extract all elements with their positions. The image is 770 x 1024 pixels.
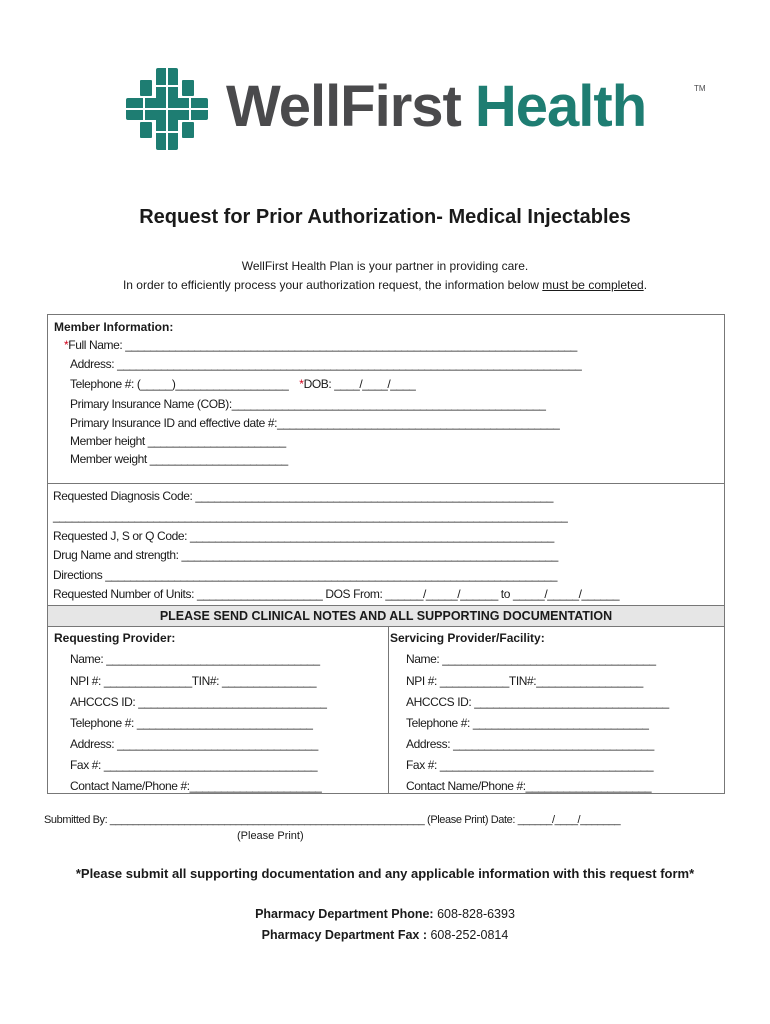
units-dos-field[interactable]: Requested Number of Units: ____________________ DOS From: ______/_____/______ to _____/_____/______ bbox=[53, 587, 620, 601]
pharmacy-phone-label: Pharmacy Department Phone: bbox=[255, 907, 434, 921]
band-bottom-divider bbox=[48, 626, 724, 627]
servicing-address-field[interactable]: Address: ________________________________ bbox=[406, 737, 654, 751]
requesting-ahcccs-field[interactable]: AHCCCS ID: ______________________________ bbox=[70, 695, 327, 709]
member-full-name-field[interactable] bbox=[64, 337, 577, 353]
logo-wordmark bbox=[226, 72, 646, 142]
page-title: Request for Prior Authorization- Medical Injectables bbox=[139, 206, 631, 228]
requesting-fax-field[interactable]: Fax #: __________________________________ bbox=[70, 758, 318, 772]
member-address-field[interactable]: Address: __________________________________________________________________________ bbox=[70, 357, 582, 371]
please-print-note: (Please Print) bbox=[237, 830, 304, 842]
servicing-name-field[interactable]: Name: __________________________________ bbox=[406, 652, 656, 666]
intro-line-2-suffix: . bbox=[643, 278, 648, 292]
supporting-docs-note: *Please submit all supporting documentation and any applicable information with this request form* bbox=[75, 866, 695, 881]
requesting-telephone-field[interactable]: Telephone #: ____________________________ bbox=[70, 716, 313, 730]
submitted-by-field[interactable]: Submitted By: _______________________________________________________ (Please Print) Date: ______/____/_______ bbox=[44, 814, 621, 826]
member-height-field[interactable]: Member height ______________________ bbox=[70, 434, 286, 448]
trademark-symbol: TM bbox=[694, 84, 706, 93]
pharmacy-phone bbox=[0, 907, 770, 921]
servicing-provider-heading: Servicing Provider/Facility: bbox=[390, 631, 545, 645]
member-full-name-label: Full Name: ________________________________________________________________________ bbox=[68, 338, 577, 352]
drug-name-field[interactable]: Drug Name and strength: ____________________________________________________________ bbox=[53, 548, 558, 562]
member-dob-label: DOB: ____/____/____ bbox=[303, 377, 416, 391]
intro-line-2-prefix: In order to efficiently process your authorization request, the information below bbox=[122, 278, 543, 292]
servicing-npi-field[interactable]: NPI #: ___________TIN#:_________________ bbox=[406, 674, 643, 688]
directions-field[interactable]: Directions ________________________________________________________________________ bbox=[53, 568, 557, 582]
intro-must-be-completed: must be completed bbox=[542, 278, 644, 292]
pharmacy-fax-value: 608-252-0814 bbox=[427, 928, 509, 942]
servicing-ahcccs-field[interactable]: AHCCCS ID: _______________________________ bbox=[406, 695, 669, 709]
pharmacy-phone-value[interactable]: 608-828-6393 bbox=[433, 907, 515, 921]
requesting-contact-field[interactable]: Contact Name/Phone #:_____________________ bbox=[70, 779, 322, 793]
insurance-id-field[interactable]: Primary Insurance ID and effective date #:_____________________________________________ bbox=[70, 416, 560, 430]
diagnosis-code-continued-field[interactable]: __________________________________________________________________________________ bbox=[53, 509, 568, 523]
member-info-heading: Member Information: bbox=[54, 320, 174, 334]
requesting-name-field[interactable]: Name: __________________________________ bbox=[70, 652, 320, 666]
servicing-fax-field[interactable]: Fax #: __________________________________ bbox=[406, 758, 654, 772]
requesting-provider-heading: Requesting Provider: bbox=[54, 631, 176, 645]
wellfirst-logo-mark-icon bbox=[126, 68, 208, 150]
intro-line-1: WellFirst Health Plan is your partner in providing care. bbox=[241, 259, 529, 273]
requesting-npi-field[interactable]: NPI #: ______________TIN#: _______________ bbox=[70, 674, 317, 688]
member-dob-field[interactable] bbox=[299, 377, 415, 391]
pharmacy-fax-label: Pharmacy Department Fax : bbox=[261, 928, 427, 942]
section-divider bbox=[48, 483, 724, 484]
required-asterisk: * bbox=[64, 338, 69, 352]
intro-line-2 bbox=[0, 278, 770, 292]
pharmacy-fax bbox=[0, 928, 770, 942]
requesting-address-field[interactable]: Address: ________________________________ bbox=[70, 737, 318, 751]
authorization-form bbox=[47, 314, 725, 794]
member-telephone-field[interactable] bbox=[70, 376, 415, 392]
required-asterisk-dob: * bbox=[299, 377, 304, 391]
servicing-contact-field[interactable]: Contact Name/Phone #:____________________ bbox=[406, 779, 652, 793]
logo-wordmark-health: Health bbox=[474, 74, 647, 139]
logo-wordmark-wellfirst: WellFirst bbox=[226, 74, 461, 139]
member-weight-field[interactable]: Member weight ______________________ bbox=[70, 452, 288, 466]
diagnosis-code-field[interactable]: Requested Diagnosis Code: _________________________________________________________ bbox=[53, 489, 553, 503]
jsq-code-field[interactable]: Requested J, S or Q Code: __________________________________________________________ bbox=[53, 529, 554, 543]
provider-column-divider bbox=[388, 626, 389, 794]
primary-insurance-field[interactable]: Primary Insurance Name (COB):__________________________________________________ bbox=[70, 397, 546, 411]
member-telephone-label: Telephone #: (_____)__________________ bbox=[70, 377, 289, 391]
clinical-notes-banner: PLEASE SEND CLINICAL NOTES AND ALL SUPPORTING DOCUMENTATION bbox=[48, 606, 724, 626]
servicing-telephone-field[interactable]: Telephone #: ____________________________ bbox=[406, 716, 649, 730]
